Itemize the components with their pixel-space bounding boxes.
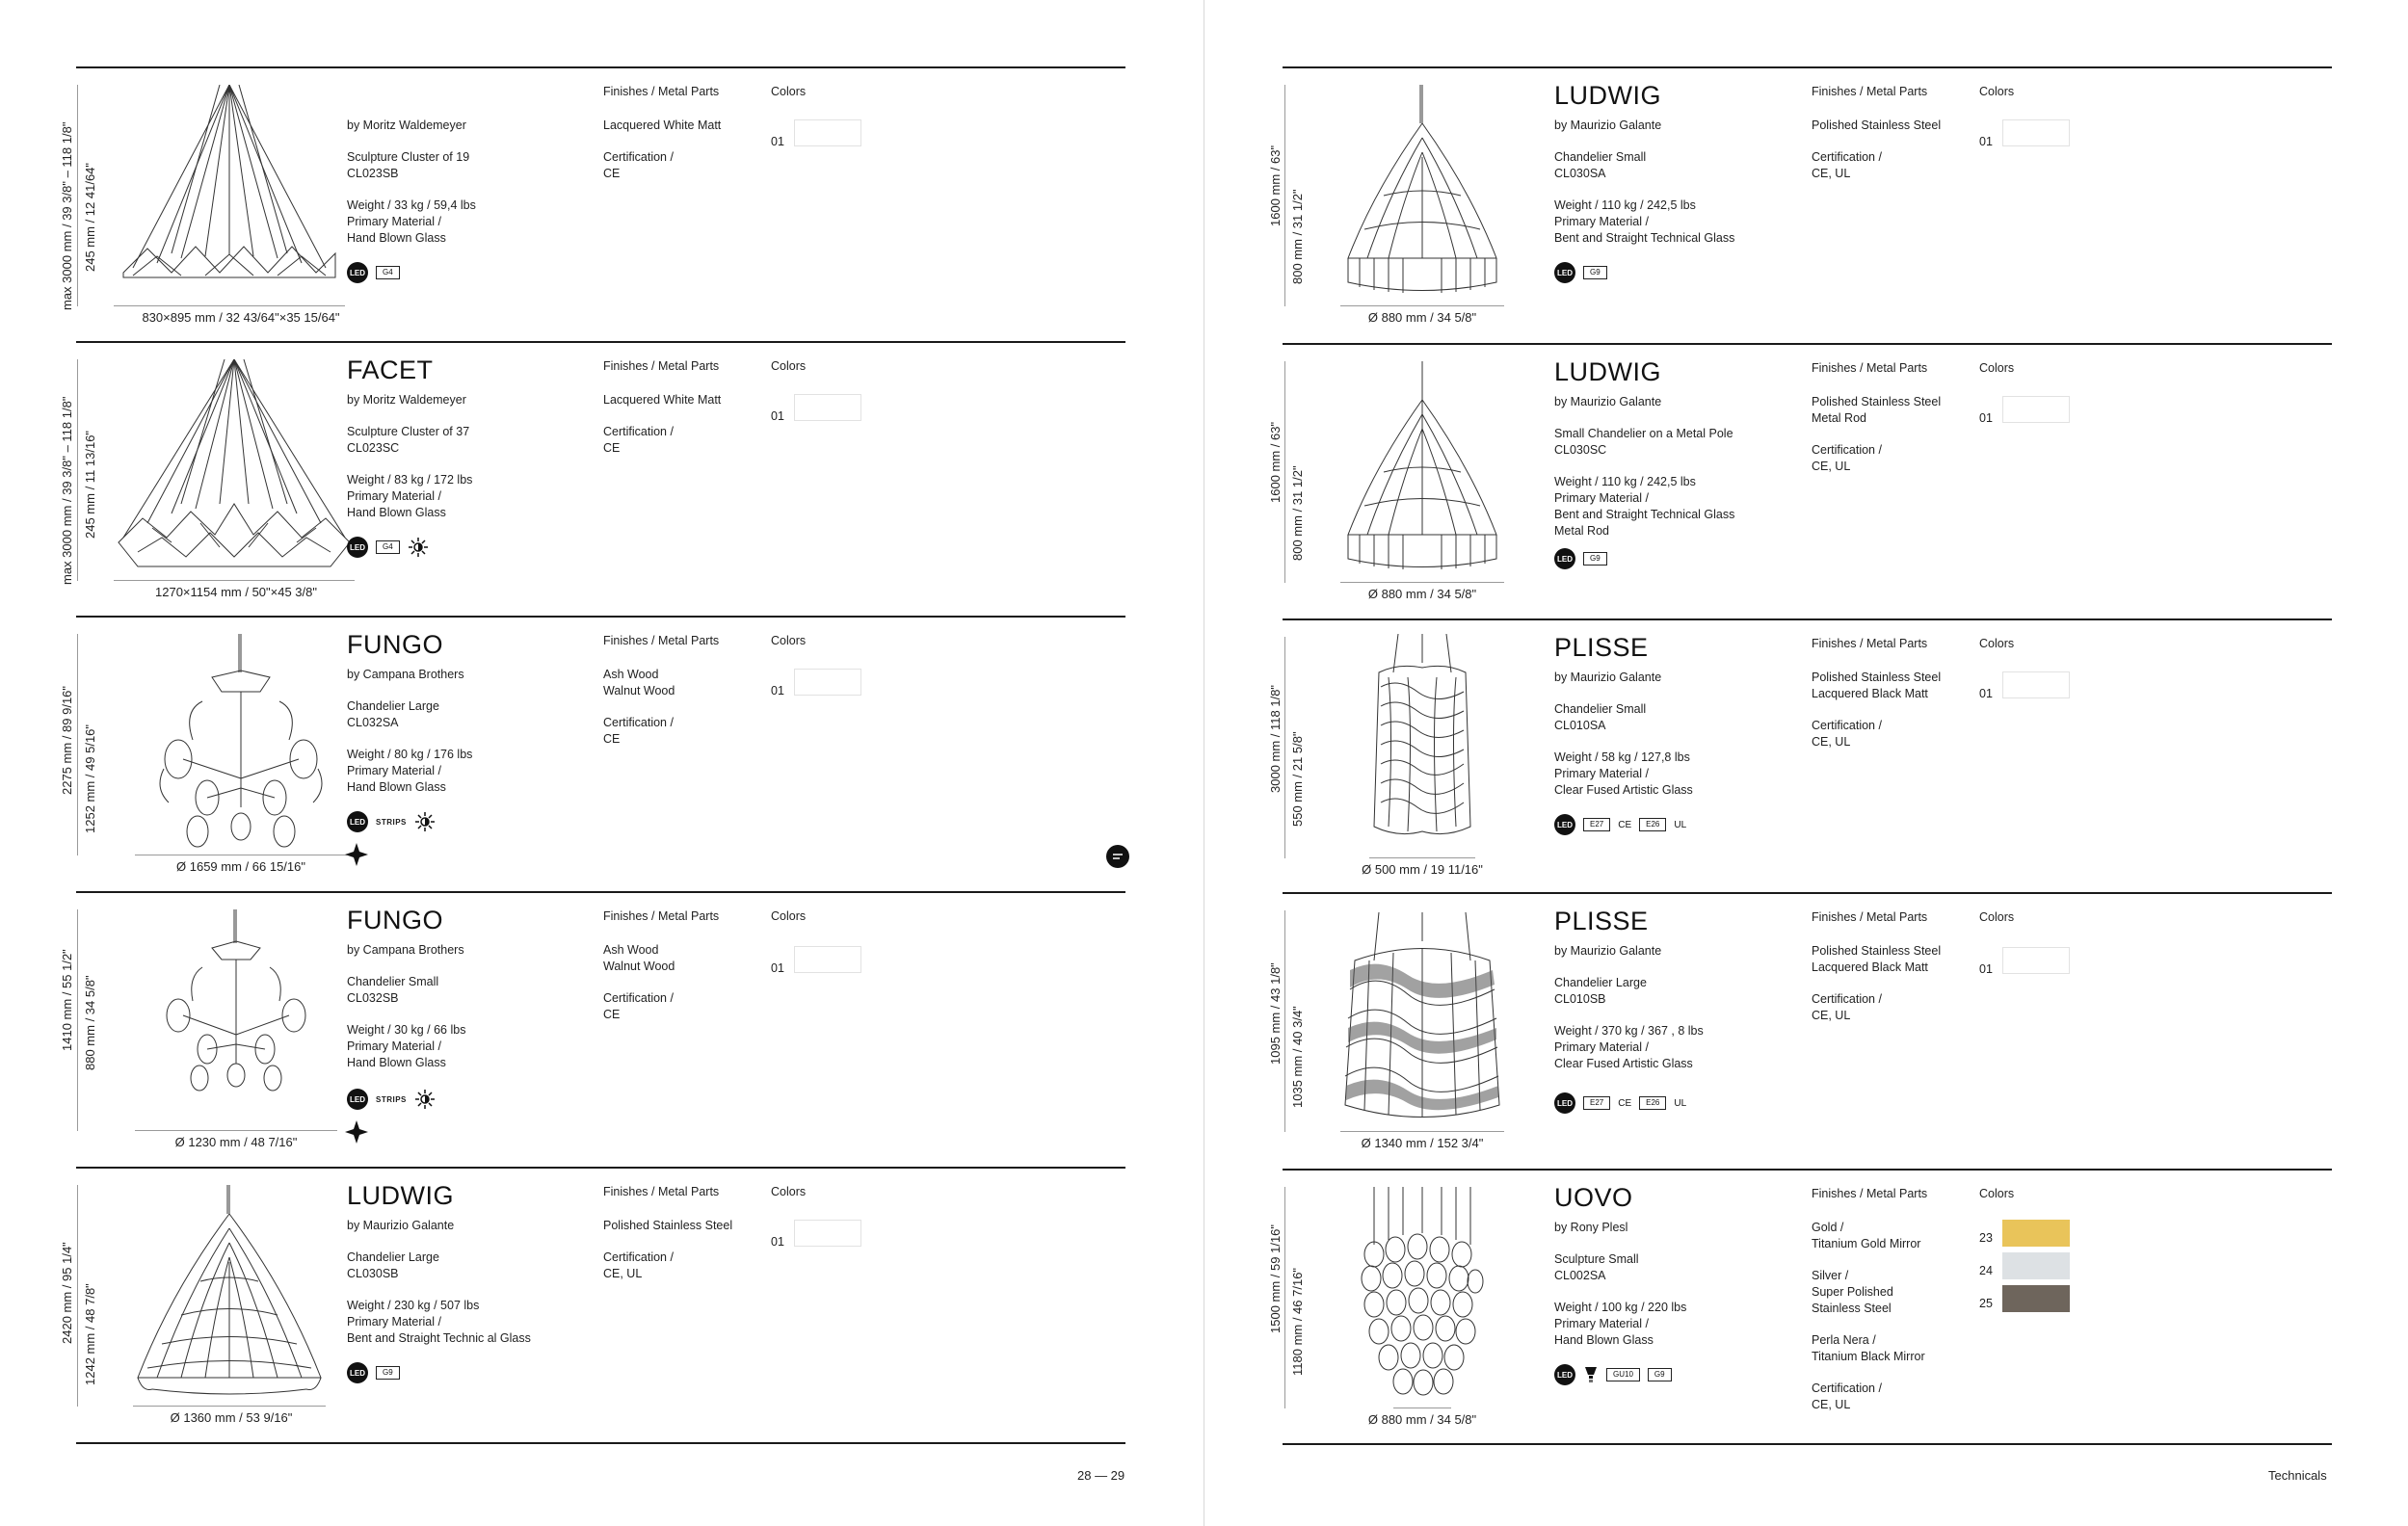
product-title: PLISSE [1554,907,1649,935]
strips-label: STRIPS [376,817,407,827]
color-code: 01 [771,961,784,975]
certification-label: Certification / [603,1250,674,1264]
dimension-height-inner: 1242 mm / 48 7/8" [83,1283,97,1385]
product-code: CL010SA [1554,719,1606,732]
dimension-line [1284,85,1285,306]
chandelier-illustration [149,909,323,1102]
product-section [1205,344,2408,618]
color-code: 01 [771,1235,784,1249]
designer: by Maurizio Galante [1554,671,1662,684]
product-type: Chandelier Small [347,975,439,988]
led-icon: LED [1554,262,1575,283]
finishes-list [1812,670,1941,766]
finish-black-1: Perla Nera / [1812,1333,1876,1347]
finishes-list [1812,943,1941,1039]
product-code: CL002SA [1554,1269,1606,1282]
dimension-height-outer: 1410 mm / 55 1/2" [60,949,74,1051]
color-swatch [794,1220,861,1247]
dimension-base: 830×895 mm / 32 43/64"×35 15/64" [142,310,340,325]
material-label: Primary Material / [347,1315,441,1329]
weight: Weight / 110 kg / 242,5 lbs [1554,198,1696,212]
finish-1: Lacquered White Matt [603,393,722,407]
dimension-height-inner: 800 mm / 31 1/2" [1290,189,1305,284]
footer-label: Technicals [2268,1468,2327,1483]
dimension-base: Ø 500 mm / 19 11/16" [1362,862,1483,877]
dimension-height-outer: max 3000 mm / 39 3/8" – 118 1/8" [60,121,74,310]
strips-label: STRIPS [376,1094,407,1104]
finishes-list [603,667,675,763]
product-section [1205,1170,2408,1444]
dimmable-sun-icon [414,1089,436,1110]
socket-badge: E26 [1639,818,1666,831]
certification-label: Certification / [1812,1381,1882,1395]
color-swatch [2002,119,2070,146]
dimmable-sun-icon [414,811,436,832]
light-source-badges [347,1089,436,1110]
dimension-base: Ø 880 mm / 34 5/8" [1367,1412,1477,1427]
color-code: 01 [1979,411,1993,425]
product-section [0,617,1203,891]
weight: Weight / 100 kg / 220 lbs [1554,1301,1687,1314]
dimension-line [1284,361,1285,583]
certification-label: Certification / [1812,992,1882,1006]
dimension-base: Ø 1360 mm / 53 9/16" [170,1410,293,1425]
color-swatch-gold [2002,1220,2070,1247]
finish-black-2: Titanium Black Mirror [1812,1350,1925,1363]
dimension-height-inner: 1035 mm / 40 3/4" [1290,1006,1305,1108]
material-label: Primary Material / [347,215,441,228]
product-info [347,392,472,537]
colors-header: Colors [771,1185,807,1198]
designer: by Campana Brothers [347,668,464,681]
finishes-header: Finishes / Metal Parts [1812,910,1928,924]
color-code: 01 [1979,687,1993,700]
dimension-line [77,634,78,855]
material-label: Primary Material / [1554,767,1649,780]
chandelier-illustration [1369,634,1475,855]
certification-label: Certification / [1812,150,1882,164]
weight: Weight / 230 kg / 507 lbs [347,1299,480,1312]
colors-header: Colors [1979,1187,2015,1200]
light-source-badges [1554,262,1607,283]
dimension-line [77,909,78,1131]
dimension-line [135,1130,337,1131]
led-icon: LED [1554,1364,1575,1385]
colors-header: Colors [771,634,807,647]
finish-silver-1: Silver / [1812,1269,1849,1282]
finish-2: Lacquered Black Matt [1812,687,1928,700]
dimension-base: Ø 880 mm / 34 5/8" [1367,310,1477,325]
product-title: LUDWIG [1554,357,1661,386]
finish-1: Ash Wood [603,668,659,681]
certification-label: Certification / [603,716,674,729]
finish-gold-1: Gold / [1812,1221,1844,1234]
product-code: CL023SC [347,441,400,455]
certification: CE [603,732,621,746]
light-source-badges [347,537,429,558]
certification-label: Certification / [603,425,674,438]
spotlight-icon [1583,1365,1599,1384]
certification: CE [603,441,621,455]
finish-1: Polished Stainless Steel [603,1219,733,1232]
ce-mark: CE [1618,1097,1632,1109]
finishes-header: Finishes / Metal Parts [1812,1187,1928,1200]
color-swatch [2002,671,2070,698]
product-info [1554,394,1734,555]
dimension-line [1284,910,1285,1132]
ul-mark: UL [1674,1097,1687,1109]
light-source-badges [347,1362,400,1383]
color-swatch [794,669,861,696]
weight: Weight / 30 kg / 66 lbs [347,1023,466,1037]
designer: by Maurizio Galante [1554,944,1662,958]
designer: by Campana Brothers [347,943,464,957]
socket-badge: G9 [1583,266,1607,279]
ul-mark: UL [1674,819,1687,830]
product-info [347,118,476,262]
product-code: CL030SB [347,1267,399,1280]
finishes-list [603,392,721,472]
material: Hand Blown Glass [1554,1333,1654,1347]
dimension-line [1340,582,1504,583]
dimension-base: Ø 1230 mm / 48 7/16" [174,1135,298,1149]
certification: CE [603,1008,621,1021]
product-code: CL010SB [1554,992,1606,1006]
colors-header: Colors [1979,361,2015,375]
finishes-list [1812,394,1941,490]
weight: Weight / 33 kg / 59,4 lbs [347,198,476,212]
designer: by Rony Plesl [1554,1221,1628,1234]
certification-label: Certification / [603,991,674,1005]
chat-icon[interactable] [1106,845,1129,868]
socket-badge: G9 [1648,1368,1672,1381]
product-type: Chandelier Small [1554,150,1647,164]
material: Clear Fused Artistic Glass [1554,783,1693,797]
led-icon: LED [1554,814,1575,835]
dimension-line [77,359,78,581]
dimension-line [133,1406,326,1407]
finish-1: Polished Stainless Steel [1812,118,1942,132]
finish-2: Walnut Wood [603,684,675,697]
dimension-height-inner: 245 mm / 11 13/16" [83,430,97,539]
right-page [1205,0,2408,1526]
material-label: Primary Material / [1554,491,1649,505]
product-title: FUNGO [347,630,443,659]
weight: Weight / 80 kg / 176 lbs [347,748,473,761]
finishes-header: Finishes / Metal Parts [603,85,720,98]
chandelier-illustration [1340,85,1504,302]
finish-1: Polished Stainless Steel [1812,395,1942,408]
colors-header: Colors [1979,637,2015,650]
colors-header: Colors [771,909,807,923]
product-section [0,892,1203,1167]
material-label: Primary Material / [347,489,441,503]
product-info [1554,118,1734,262]
product-info [347,1218,531,1362]
product-type: Small Chandelier on a Metal Pole [1554,427,1733,440]
dimension-base: 1270×1154 mm / 50"×45 3/8" [155,585,317,599]
colors-header: Colors [771,359,807,373]
finishes-list [603,1218,732,1298]
color-swatch [794,119,861,146]
light-source-badges [347,811,436,832]
designer: by Maurizio Galante [347,1219,455,1232]
finishes-list [1812,118,1941,197]
socket-badge: E27 [1583,1096,1610,1110]
finishes-header: Finishes / Metal Parts [1812,361,1928,375]
product-info [1554,943,1704,1088]
dimension-line [1284,637,1285,858]
finishes-list [603,942,675,1039]
product-type: Sculpture Small [1554,1252,1639,1266]
finish-2: Metal Rod [1812,411,1866,425]
material-label: Primary Material / [1554,1317,1649,1330]
designer: by Maurizio Galante [1554,395,1662,408]
dimension-line [114,305,345,306]
chandelier-illustration [114,85,345,287]
material-label: Primary Material / [347,764,441,777]
material-label: Primary Material / [1554,1040,1649,1054]
product-code: CL030SC [1554,443,1607,457]
color-code: 01 [771,409,784,423]
light-source-badges [1554,1092,1686,1114]
product-section [0,67,1203,342]
finishes-list [603,118,721,197]
page-number: 28 — 29 [1077,1468,1125,1483]
certification: CE, UL [1812,735,1851,749]
colors-header: Colors [1979,85,2015,98]
product-info [347,667,472,811]
led-icon: LED [347,1362,368,1383]
product-info [1554,1220,1686,1364]
color-swatch-perla-nera [2002,1285,2070,1312]
sparkle-icon [345,843,368,866]
led-icon: LED [347,537,368,558]
chandelier-illustration [133,1185,326,1407]
led-icon: LED [1554,548,1575,569]
product-title: FUNGO [347,906,443,934]
product-section [1205,619,2408,894]
product-title: UOVO [1554,1183,1633,1212]
finishes-header: Finishes / Metal Parts [1812,85,1928,98]
dimension-line [77,85,78,306]
product-section [0,342,1203,617]
finish-1: Lacquered White Matt [603,118,722,132]
light-source-badges [1554,814,1686,835]
finishes-header: Finishes / Metal Parts [603,909,720,923]
finish-1: Polished Stainless Steel [1812,944,1942,958]
material: Hand Blown Glass [347,780,446,794]
product-type: Sculpture Cluster of 19 [347,150,470,164]
weight: Weight / 110 kg / 242,5 lbs [1554,475,1696,488]
product-type: Chandelier Large [347,1250,439,1264]
finish-2: Lacquered Black Matt [1812,960,1928,974]
product-type: Sculpture Cluster of 37 [347,425,470,438]
weight: Weight / 370 kg / 367 , 8 lbs [1554,1024,1704,1038]
finish-1: Polished Stainless Steel [1812,671,1942,684]
color-code: 24 [1979,1264,1993,1277]
product-code: CL032SB [347,991,399,1005]
dimension-base: Ø 1340 mm / 152 3/4" [1361,1136,1484,1150]
dimension-height-inner: 880 mm / 34 5/8" [83,975,97,1070]
product-section [1205,67,2408,342]
led-icon: LED [347,262,368,283]
dimension-height-outer: 1500 mm / 59 1/16" [1268,1223,1283,1333]
color-code: 01 [1979,135,1993,148]
color-swatch [2002,947,2070,974]
socket-badge: G4 [376,266,400,279]
color-swatch [2002,396,2070,423]
light-source-badges [1554,548,1607,569]
certification: CE, UL [1812,167,1851,180]
section-divider [76,1442,1125,1444]
dimmable-sun-icon [408,537,429,558]
product-title: LUDWIG [1554,81,1661,110]
color-swatch [794,946,861,973]
color-code: 01 [771,684,784,697]
dimension-base: Ø 1659 mm / 66 15/16" [176,859,305,874]
finish-silver-2: Super Polished [1812,1285,1893,1299]
designer: by Moritz Waldemeyer [347,393,466,407]
led-icon: LED [347,1089,368,1110]
material-label: Primary Material / [1554,215,1649,228]
product-type: Chandelier Large [1554,976,1647,989]
certification: CE, UL [1812,460,1851,473]
dimension-height-outer: 3000 mm / 118 1/8" [1268,684,1283,793]
product-title: PLISSE [1554,633,1649,662]
chandelier-illustration [1340,912,1504,1129]
product-info [1554,670,1693,814]
color-code: 01 [771,135,784,148]
certification: CE, UL [1812,1398,1851,1411]
material: Bent and Straight Technic al Glass [347,1331,531,1345]
dimension-line [77,1185,78,1407]
material-label: Primary Material / [347,1039,441,1053]
socket-badge: GU10 [1606,1368,1640,1381]
dimension-height-inner: 800 mm / 31 1/2" [1290,465,1305,561]
finishes-header: Finishes / Metal Parts [1812,637,1928,650]
chandelier-illustration [1360,1187,1485,1404]
color-swatch-silver [2002,1252,2070,1279]
finish-gold-2: Titanium Gold Mirror [1812,1237,1921,1250]
dimension-height-outer: 1600 mm / 63" [1268,421,1283,503]
certification: CE, UL [603,1267,643,1280]
finish-2: Walnut Wood [603,960,675,973]
finishes-list [1812,1220,1925,1429]
product-section [0,1168,1203,1442]
certification: CE, UL [1812,1009,1851,1022]
material: Hand Blown Glass [347,1056,446,1069]
product-code: CL023SB [347,167,399,180]
sparkle-icon [345,1120,368,1144]
dimension-height-outer: max 3000 mm / 39 3/8" – 118 1/8" [60,396,74,585]
socket-badge: G4 [376,540,400,554]
ce-mark: CE [1618,819,1632,830]
dimension-line [1369,857,1475,858]
dimension-base: Ø 880 mm / 34 5/8" [1367,587,1477,601]
dimension-height-inner: 550 mm / 21 5/8" [1290,731,1305,827]
finishes-header: Finishes / Metal Parts [603,634,720,647]
material-2: Metal Rod [1554,524,1609,538]
designer: by Maurizio Galante [1554,118,1662,132]
certification-label: Certification / [1812,719,1882,732]
material: Hand Blown Glass [347,506,446,519]
certification-label: Certification / [603,150,674,164]
socket-badge: G9 [1583,552,1607,566]
dimension-line [1340,305,1504,306]
weight: Weight / 58 kg / 127,8 lbs [1554,750,1690,764]
dimension-height-outer: 1095 mm / 43 1/8" [1268,962,1283,1065]
dimension-line [1340,1131,1504,1132]
dimension-line [114,580,355,581]
socket-badge: G9 [376,1366,400,1380]
finishes-header: Finishes / Metal Parts [603,1185,720,1198]
color-code: 23 [1979,1231,1993,1245]
dimension-line [1284,1187,1285,1408]
colors-header: Colors [1979,910,2015,924]
dimension-height-outer: 2275 mm / 89 9/16" [60,685,74,795]
product-info [347,942,465,1087]
designer: by Moritz Waldemeyer [347,118,466,132]
dimension-height-outer: 1600 mm / 63" [1268,145,1283,226]
finishes-header: Finishes / Metal Parts [603,359,720,373]
material: Hand Blown Glass [347,231,446,245]
colors-header: Colors [771,85,807,98]
product-type: Chandelier Small [1554,702,1647,716]
dimension-height-inner: 245 mm / 12 41/64" [83,162,97,272]
product-type: Chandelier Large [347,699,439,713]
certification-label: Certification / [1812,443,1882,457]
material: Bent and Straight Technical Glass [1554,508,1735,521]
finish-silver-3: Stainless Steel [1812,1302,1892,1315]
dimension-height-inner: 1252 mm / 49 5/16" [83,724,97,833]
material: Clear Fused Artistic Glass [1554,1057,1693,1070]
chandelier-illustration [1340,361,1504,578]
socket-badge: E26 [1639,1096,1666,1110]
left-page [0,0,1203,1526]
chandelier-illustration [145,634,337,855]
led-icon: LED [1554,1092,1575,1114]
color-code: 01 [1979,962,1993,976]
product-title: FACET [347,355,434,384]
chandelier-illustration [114,359,355,571]
color-code: 25 [1979,1297,1993,1310]
finish-1: Ash Wood [603,943,659,957]
light-source-badges [1554,1364,1672,1385]
weight: Weight / 83 kg / 172 lbs [347,473,473,487]
dimension-height-outer: 2420 mm / 95 1/4" [60,1242,74,1344]
product-code: CL032SA [347,716,399,729]
certification: CE [603,167,621,180]
light-source-badges [347,262,400,283]
product-code: CL030SA [1554,167,1606,180]
socket-badge: E27 [1583,818,1610,831]
led-icon: LED [347,811,368,832]
product-section [1205,893,2408,1168]
material: Bent and Straight Technical Glass [1554,231,1735,245]
product-title: LUDWIG [347,1181,454,1210]
dimension-height-inner: 1180 mm / 46 7/16" [1290,1267,1305,1376]
color-swatch [794,394,861,421]
